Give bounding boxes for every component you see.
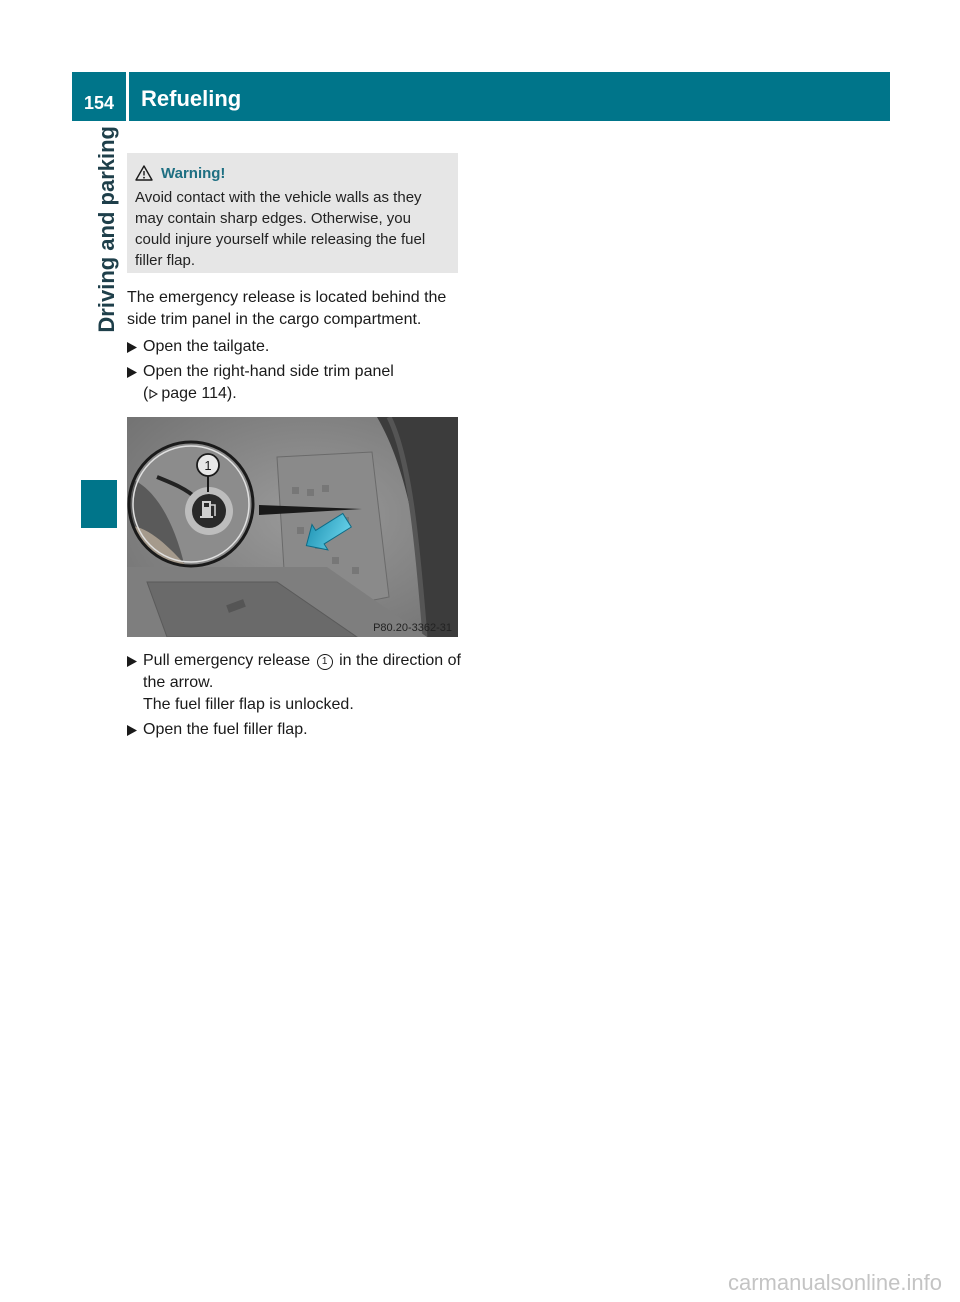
- warning-header: [135, 159, 448, 187]
- section-title: Refueling: [141, 86, 242, 111]
- step-open-tailgate: [127, 336, 462, 358]
- side-tab-marker: [81, 480, 117, 528]
- step-text: Open the fuel filler flap.: [143, 721, 308, 738]
- footer-watermark: carmanualsonline.info: [727, 1270, 942, 1295]
- warning-body: Avoid contact with the vehicle walls as they may contain sharp edges. Otherwise, you could injure yourself while releasing the fuel filler flap.: [135, 189, 426, 269]
- step-arrow-icon: [127, 656, 137, 667]
- page-ref-close: ).: [226, 385, 237, 402]
- page-number: 154: [83, 93, 115, 113]
- step-text: [127, 650, 462, 716]
- callout-number: 1: [204, 458, 212, 473]
- step-text-after: in the direction of the arrow.: [143, 652, 461, 691]
- step-open-filler-flap: [127, 719, 462, 741]
- step-text: [127, 361, 462, 405]
- step-result: The fuel filler flap is unlocked.: [143, 696, 354, 713]
- warning-triangle-icon: [135, 165, 153, 181]
- callout-reference: 1: [317, 654, 333, 670]
- warning-box: [127, 153, 458, 273]
- step-text-main: Open the right-hand side trim panel: [143, 363, 394, 380]
- header-divider: [126, 72, 129, 121]
- step-text: Open the tailgate.: [143, 338, 270, 355]
- page-reference-arrow-icon: [149, 389, 158, 399]
- step-arrow-icon: [127, 367, 137, 378]
- step-arrow-icon: [127, 725, 137, 736]
- intro-paragraph: The emergency release is located behind the side trim panel in the cargo compartment.: [127, 289, 447, 328]
- cargo-compartment-illustration: [127, 417, 458, 637]
- step-pull-release: [127, 650, 462, 716]
- step-arrow-icon: [127, 342, 137, 353]
- emergency-release-figure: [127, 417, 458, 637]
- step-text-before: Pull emergency release: [143, 652, 311, 669]
- side-tab-label: Driving and parking: [94, 126, 119, 333]
- page-reference-link[interactable]: page 114: [161, 385, 227, 402]
- page-ref-open: (: [143, 385, 149, 402]
- warning-title: Warning!: [161, 164, 226, 182]
- step-open-trim-panel: [127, 361, 462, 405]
- figure-code: P80.20-3362-31: [373, 622, 452, 634]
